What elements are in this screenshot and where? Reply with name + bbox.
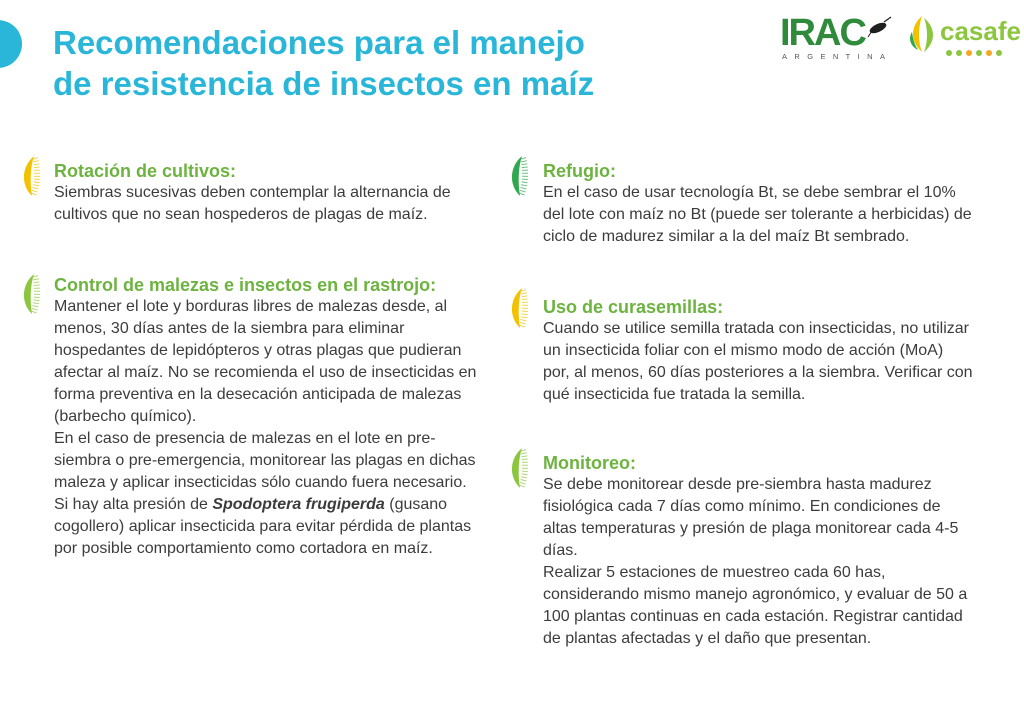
casafe-dot	[946, 50, 952, 56]
section-title-rotacion: Rotación de cultivos:	[54, 161, 237, 181]
casafe-dot	[956, 50, 962, 56]
casafe-logo-word: casafe	[940, 16, 1021, 46]
irac-logo-word: IRAC	[780, 12, 865, 54]
control-text-before-species: En el caso de presencia de malezas en el lote en pre-siembra o pre-emergencia, monitorear las plagas en dichas maleza y aplicar insecticidas sólo cuando fuera necesario. Si hay alta presión de	[54, 430, 476, 513]
section-body-curasemillas: Cuando se utilice semilla tratada con insecticidas, no utilizar un insecticida foliar con el mismo modo de acción (MoA) por, al menos, 60 días posteriores a la siembra. Verificar con qué insecticida fue tratada la semilla.	[543, 320, 973, 403]
title-line-2: de resistencia de insectos en maíz	[53, 65, 595, 102]
casafe-logo	[906, 12, 1021, 60]
casafe-dot	[976, 50, 982, 56]
section-body-rotacion: Siembras sucesivas deben contemplar la alternancia de cultivos que no sean hospederos de plagas de maíz.	[54, 184, 451, 223]
control-text-after-species: (gusano cogollero) aplicar insecticida para evitar pérdida de plantas por posible comportamiento como cortadora en maíz.	[54, 496, 472, 557]
section-title-refugio: Refugio:	[543, 161, 616, 181]
casafe-dot	[996, 50, 1002, 56]
insect-icon	[862, 16, 892, 38]
section-title-curasemillas: Uso de curasemillas:	[543, 297, 724, 317]
leaf-yellow-icon	[20, 154, 44, 198]
page-title	[53, 22, 594, 104]
casafe-logo-dots	[946, 50, 1002, 56]
casafe-dot	[986, 50, 992, 56]
section-title-control: Control de malezas e insectos en el rastrojo:	[54, 275, 437, 295]
section-body-monitoreo-2: Realizar 5 estaciones de muestreo cada 60 has, considerando mismo manejo agronómico, y evaluar de 50 a 100 plantas continuas en cada estación. Registrar cantidad de plantas afectadas y el daño que presentan.	[543, 564, 968, 647]
irac-logo	[780, 14, 892, 62]
section-body-monitoreo-1: Se debe monitorear desde pre-siembra hasta madurez fisiológica cada 7 días como mínimo. En condiciones de altas temperaturas y presión de plaga monitorear cada 4-5 días.	[543, 476, 959, 559]
irac-logo-subtitle: ARGENTINA	[782, 52, 893, 61]
leaf-yellow-icon	[508, 286, 532, 330]
title-line-1: Recomendaciones para el manejo	[53, 24, 585, 61]
section-body-refugio: En el caso de usar tecnología Bt, se debe sembrar el 10% del lote con maíz no Bt (puede ser tolerante a herbicidas) de ciclo de madurez similar a la del maíz Bt sembrado.	[543, 184, 972, 245]
section-body-control-2	[54, 428, 479, 560]
leaf-light-green-icon	[508, 446, 532, 490]
casafe-dot	[966, 50, 972, 56]
leaf-green-icon	[508, 154, 532, 198]
corner-circle-decoration	[0, 20, 22, 68]
species-name: Spodoptera frugiperda	[212, 496, 385, 513]
section-body-control-1: Mantener el lote y borduras libres de malezas desde, al menos, 30 días antes de la siembra para eliminar hospedantes de lepidópteros y otras plagas que pudieran afectar al maíz. No se recomienda el uso de insecticidas en forma preventiva en la desecación anticipada de malezas (barbecho químico).	[54, 298, 477, 425]
leaf-light-green-icon	[20, 272, 44, 316]
section-title-monitoreo: Monitoreo:	[543, 453, 636, 473]
casafe-leaf-icon	[906, 14, 938, 54]
